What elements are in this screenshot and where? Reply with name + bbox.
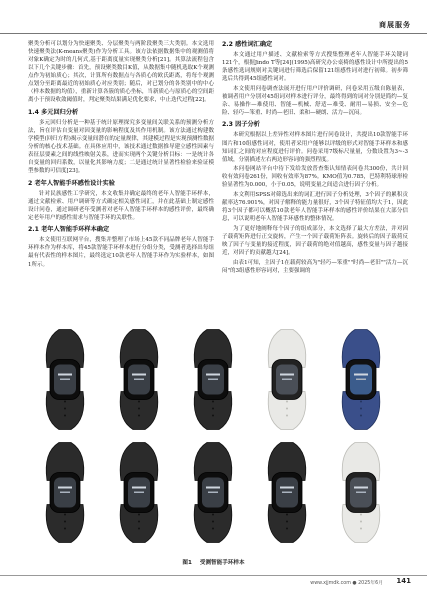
footer-url: www.xjjmdk.com ● 2025年6月: [310, 581, 383, 586]
header-rule: [0, 33, 427, 34]
section-heading: 2 老年人智能手环感性设计实验: [28, 179, 115, 187]
smart-band-sample: [46, 443, 84, 543]
paragraph: 本文通过用户描述、文献检索等方式搜集整理老年人智能手环关键词121个，根据Jindo T等[24](1995)高研究办公桌椅的感性设计中所提出的5条感性选词规则对关键词进行筛选后保留121组感性词对进行初筛。初步筛选后共得到45组感性词对。: [222, 52, 408, 83]
figure-smart-bands: [28, 323, 398, 550]
smart-band-sample: [120, 443, 158, 543]
smart-band-sample: [194, 443, 232, 543]
page-footer: [0, 575, 427, 589]
page-number: 141: [396, 577, 411, 585]
paragraph: 针对民族感性工学研究，本文收集并确定最终的老年人智能手环样本，通过文献检索、用户调研等方式确定相关感性词汇，并在此基础上制定感性设计问卷，通过调研老年受测者对老年人智能手环样本的感性评价，最终确定老年用户的感性需求与智能手环的关联性。: [28, 190, 214, 221]
paragraph: 由表1可知，主因子1在载荷较高为"轻巧—笨重""时尚—老旧""活力—沉闷"的3组感性形容词对，主要强调的: [222, 259, 408, 274]
right-column: [222, 40, 408, 276]
smart-band-sample: [342, 330, 380, 430]
paragraph: 本文使用问卷调查法展开进行用户评价调研，问卷采用五级自陈量表，被调者用户分别对45组词对样本进行评分，最终得到的词对分别是简约—复杂、易操作—难使用、智能—机械、舒适—难受、耐用—易损、安全—危险、轻巧—笨重、时尚—老旧、柔和—硬朗、活力—沉闷。: [222, 85, 408, 116]
journal-section-header: 商展服务: [379, 21, 411, 29]
smart-band-sample: [342, 443, 380, 543]
footer-rule: [0, 575, 427, 576]
paragraph: 为了更好地阐释每个因子的组成部分，本文选择了最大方差法，并对因子载荷矩阵进行正交旋转，产生一个因子载荷矩阵表。旋转后的因子载荷反映了因子与变量的接近程度，因子载荷的绝对值越高，感性变量与因子越接近，对因子的贡献越大[24]。: [222, 225, 408, 256]
paragraph: 本文使用互联网平台，搜集并整理了市场上45款不同品牌老年人智能手环样本作为样本库，将45款智能手环样本进行分组分类，受测者选择出每组最有代表性的样本图片，最终选定10款老年人智能手环作为实验样本，如图1所示。: [28, 237, 214, 268]
paragraph: 本研究根据以上差异性对样本图片进行问卷设计，共提出10款智能手环图片和10组感性词对，使用者采用户能够以评级的形式对智能手环样本和感知词汇之间的对应程度进行评价。问卷采用7级标尺量量，分数设置为3~-3值域，分别描述左右两边形容词的强烈程度。: [222, 132, 408, 163]
section-heading: 2.3 因子分析: [222, 121, 260, 129]
smart-band-grid: [28, 323, 398, 550]
left-column: [28, 40, 214, 270]
paragraph: 本问卷网站平台中待下发给发放普查集认知情表问卷共300份，共计回收有效问卷261份，回收有效率为87%。KMO值为0.785，巴特利特球形检验显著性为0.000，小于0.05，说明变量之间适合进行因子分析。: [222, 166, 408, 189]
figure-caption-label: 图1: [182, 560, 192, 566]
smart-band-sample: [120, 330, 158, 430]
smart-band-sample: [194, 330, 232, 430]
paragraph: 聚类分析可以划分为快速聚类、分层聚类与两阶段聚类三大类别。本文选用快速聚类法(K-means聚类)作为分析工具。该方法依据数据集中的观测值将对象K确定为时的几何式,基于距离度量实现聚类分析[21]。其算法流程包含以下几个关键步骤：首先，预设聚类数目K值，从数据集中随机选取K个观测点作为初始质心；其次，计算所有数据点与各质心的欧氏距离，将每个观测点划分至距离最近的初始质心对应类别；随后，对已划分的各类别中的中心（样本数据的均值），重新计算各簇的质心坐标，当新质心与原质心的空间距离小于预设收敛阈值时，判定聚类结果满足优化要求，中止迭代过程[22]。: [28, 41, 214, 104]
paragraph: 多元回归分析是一种基于统计原理探究多变量间关联关系的预测分析方法，旨在评估自变量对因变量的影响程度及其作用机制。该方法通过构建数学模型(回归方程)揭示变量间潜在的定量规律，其建模过程是实现预测性数据分析的核心技术基础。在具体应用中，该技术通过数据推导建立感性因素与表征层要素之间的线性映射关系，进而实现两个关键分析目标：一是统计各自变量的回归系数，以量化其影响力度；二是通过统计显著性检验来验证模型参数的可信度[23]。: [28, 119, 214, 175]
section-heading: 2.1 老年人智能手环样本确定: [28, 226, 110, 234]
section-heading: 2.2 感性词汇确定: [222, 41, 273, 48]
paragraph: 本文利用SPSS对筛选出来的词汇进行因子分析处理，3个因子的累积贡献率达76.901%，对因子解释的能力量很好，3个因子特征值均大于1，因此将3个因子都可以概括10款老年人智能手环样本的感性评价结果在大部分信息，可以说明老年人智能手环感性的整体情况。: [222, 191, 408, 223]
smart-band-sample: [46, 330, 84, 430]
smart-band-sample: [268, 443, 306, 543]
section-heading: 1.4 多元回归分析: [28, 108, 79, 116]
smart-band-sample: [268, 330, 306, 430]
figure-caption: [0, 558, 427, 566]
figure-caption-text: 受测智能手环样本: [199, 560, 245, 566]
